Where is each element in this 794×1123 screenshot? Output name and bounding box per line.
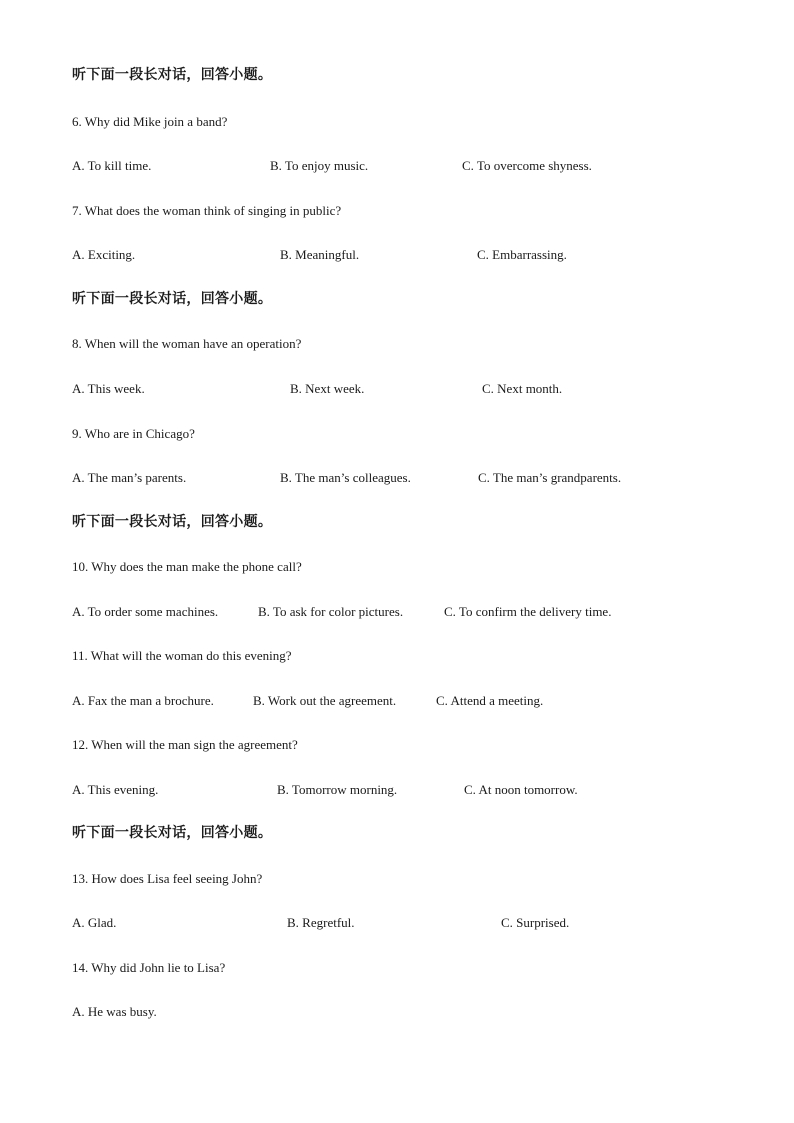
option-c: C. At noon tomorrow. [464,782,578,797]
option-a: A. Fax the man a brochure. [72,693,214,708]
section-heading: 听下面一段长对话，回答小题。 [72,514,273,530]
section-heading: 听下面一段长对话，回答小题。 [72,291,273,307]
question-11: 11. What will the woman do this evening? [72,648,292,663]
question-6: 6. Why did Mike join a band? [72,114,228,129]
option-b: B. Next week. [290,381,365,396]
option-b: B. To enjoy music. [270,158,369,173]
option-b: B. The man’s colleagues. [280,470,411,485]
option-a: A. The man’s parents. [72,470,187,485]
option-b: B. Meaningful. [280,247,360,262]
section-heading: 听下面一段长对话，回答小题。 [72,825,273,841]
question-9: 9. Who are in Chicago? [72,426,195,441]
option-a: A. He was busy. [72,1004,157,1019]
option-c: C. The man’s grandparents. [478,470,622,485]
question-13: 13. How does Lisa feel seeing John? [72,871,263,886]
option-c: C. Embarrassing. [477,247,567,262]
option-a: A. Glad. [72,915,117,930]
option-a: A. To order some machines. [72,604,219,619]
option-a: A. To kill time. [72,158,152,173]
option-c: C. Surprised. [501,915,570,930]
option-b: B. Tomorrow morning. [277,782,398,797]
question-12: 12. When will the man sign the agreement? [72,737,298,752]
option-b: B. To ask for color pictures. [258,604,404,619]
option-b: B. Work out the agreement. [253,693,397,708]
question-8: 8. When will the woman have an operation? [72,336,302,351]
option-a: A. This week. [72,381,145,396]
question-10: 10. Why does the man make the phone call? [72,559,302,574]
option-c: C. Next month. [482,381,563,396]
option-c: C. To overcome shyness. [462,158,592,173]
option-a: A. This evening. [72,782,159,797]
option-c: C. To confirm the delivery time. [444,604,612,619]
option-a: A. Exciting. [72,247,136,262]
question-14: 14. Why did John lie to Lisa? [72,960,226,975]
option-c: C. Attend a meeting. [436,693,544,708]
question-7: 7. What does the woman think of singing in public? [72,203,342,218]
section-heading: 听下面一段长对话，回答小题。 [72,67,273,83]
option-b: B. Regretful. [287,915,355,930]
